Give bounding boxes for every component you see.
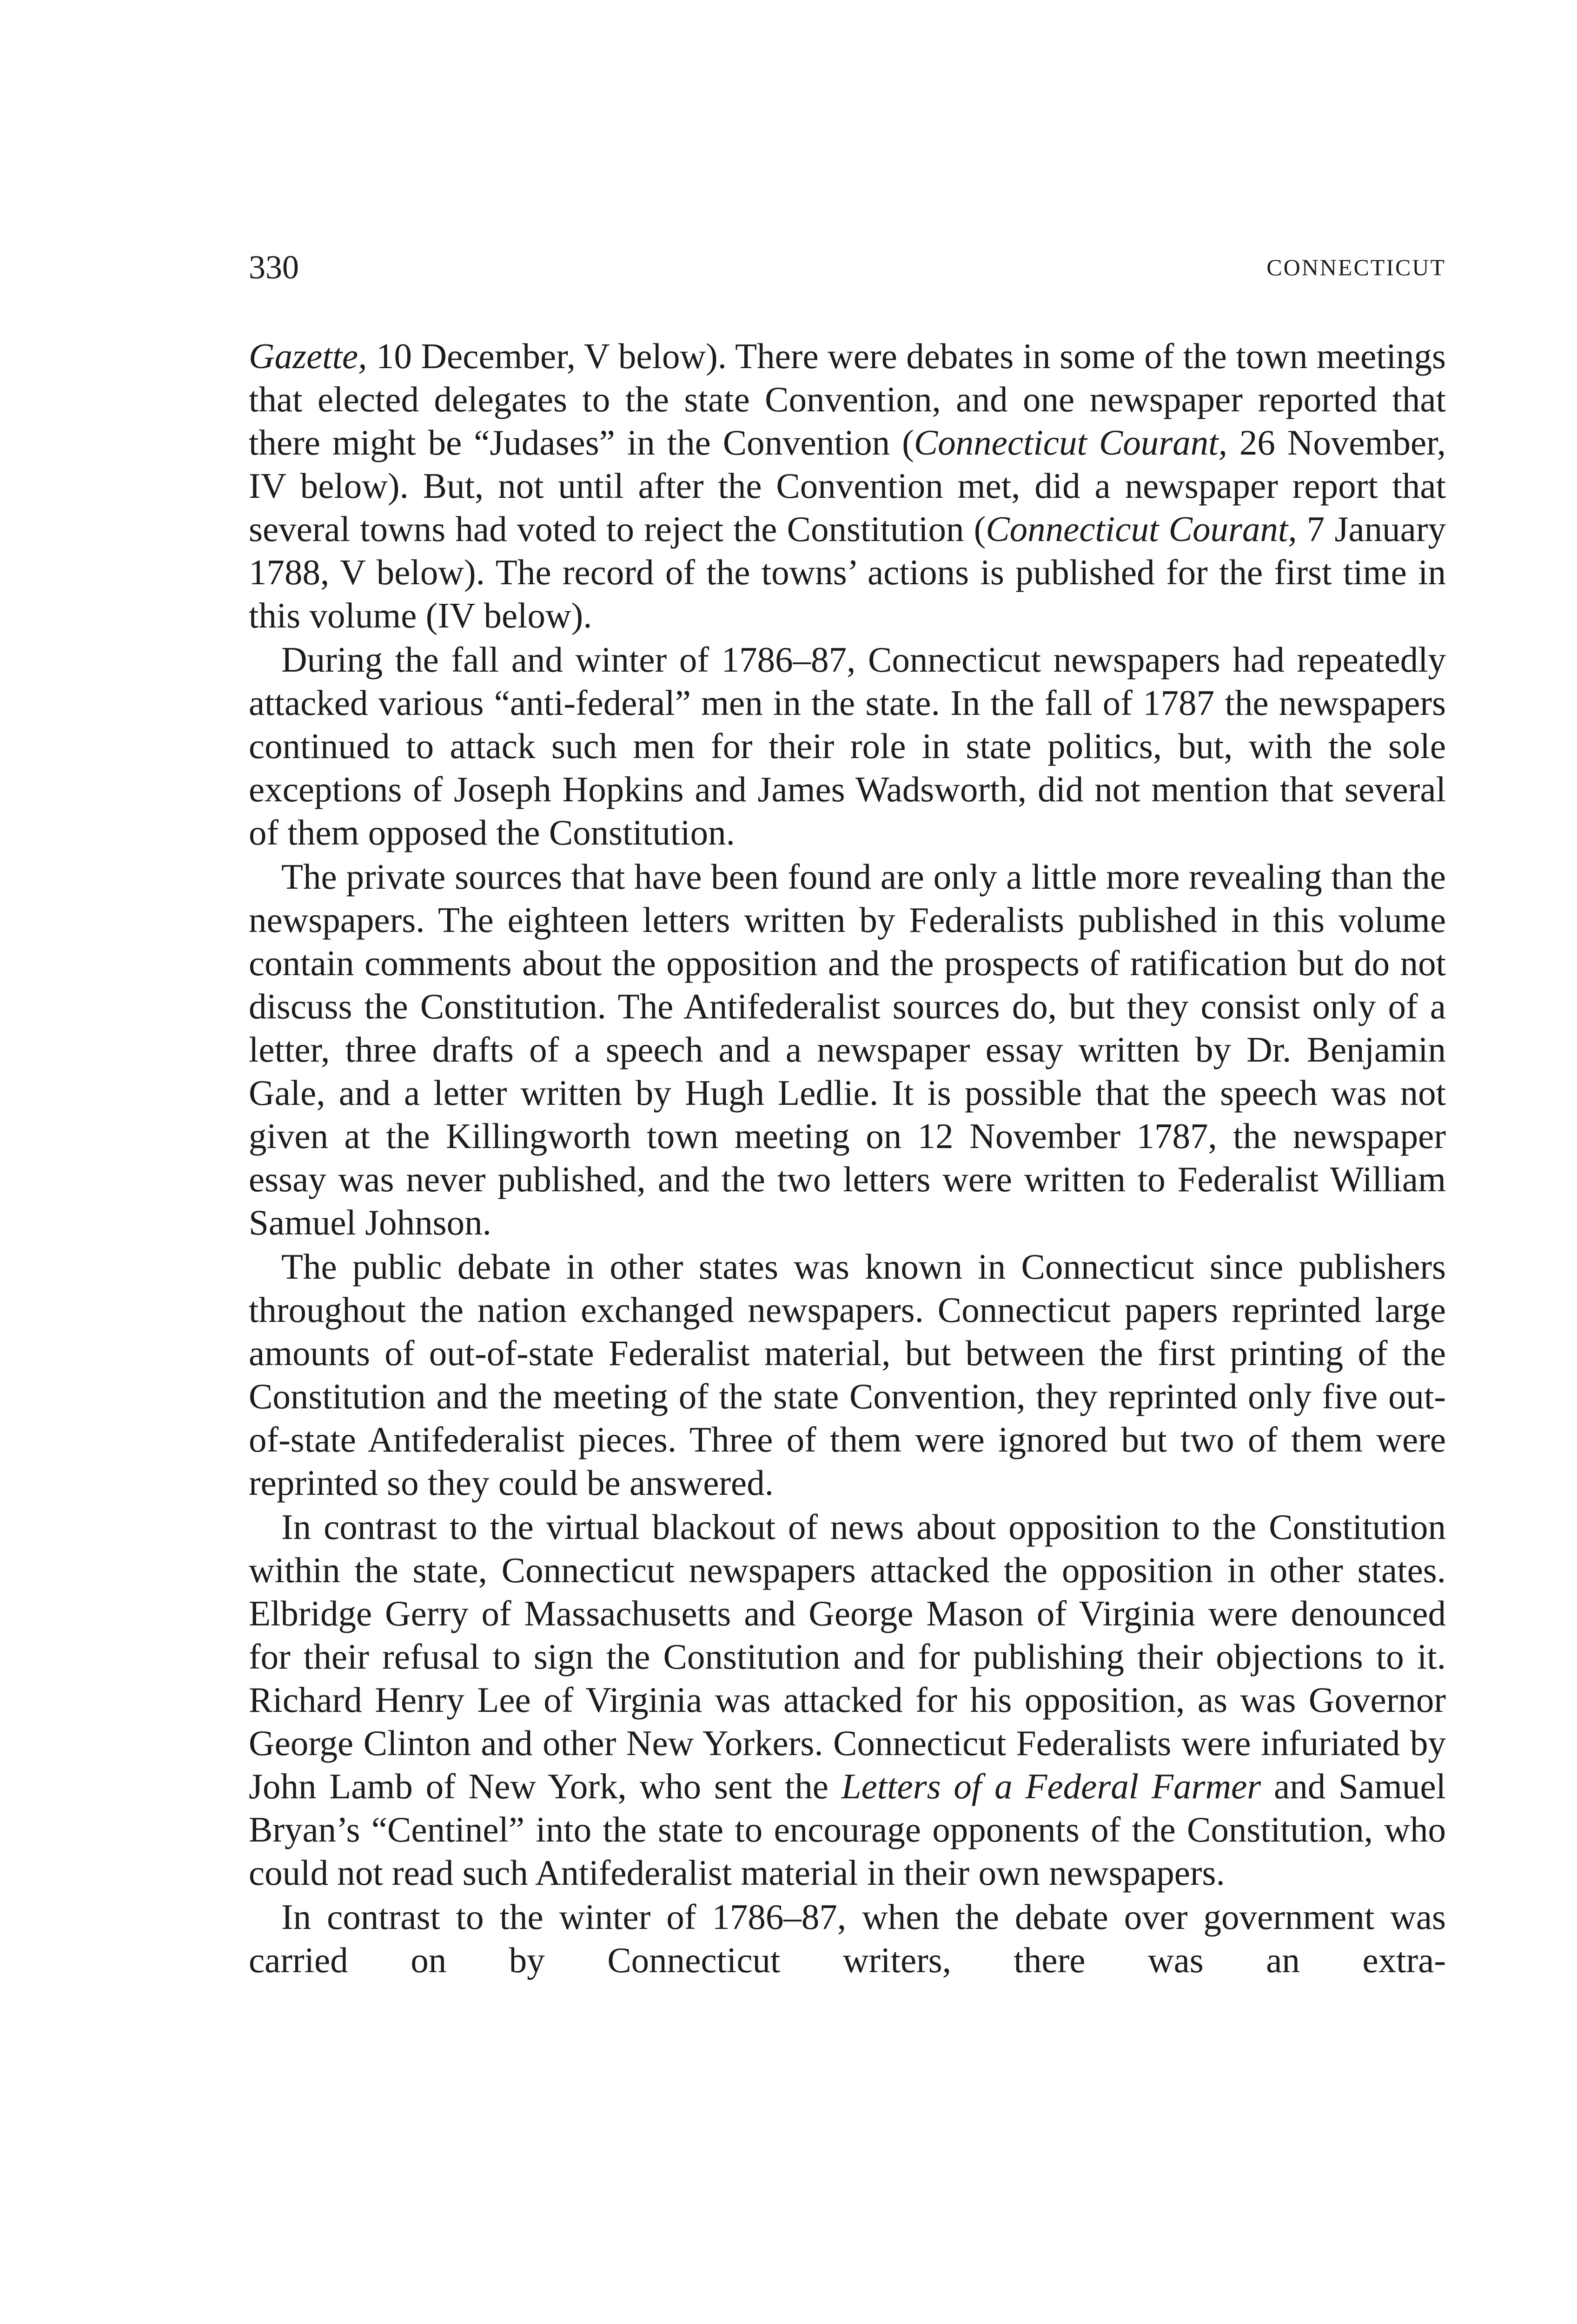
text-run: 26 November, IV below). But, not until after the Convention met, did a newspaper report that several towns had voted to reject the Constitution ( bbox=[249, 423, 1446, 549]
text-run: 10 December, V below). There were debates in some of the town meetings that elected delegates to the state Convention, and one newspaper reported that there might be “Judases” in the Convention ( bbox=[249, 336, 1446, 462]
italic-text-run: Connecticut Courant, bbox=[986, 509, 1297, 549]
running-head: CONNECTICUT bbox=[1266, 254, 1446, 280]
paragraph bbox=[249, 638, 1446, 854]
italic-text-run: Gazette, bbox=[249, 336, 367, 376]
italic-text-run: Letters of a Federal Farmer bbox=[841, 1766, 1261, 1806]
page-number: 330 bbox=[249, 249, 299, 286]
text-run: The public debate in other states was known in Connecticut since publishers throughout the nation exchanged newspapers. Connecticut papers reprinted large amounts of out-of-state Federalist material, but between the first printing of the Constitution and the meeting of the state Convention, they reprinted only five out-of-state Antifederalist pieces. Three of them were ignored but two of them were reprinted so they could be answered. bbox=[249, 1247, 1446, 1503]
paragraph bbox=[249, 1895, 1446, 1982]
text-run: In contrast to the virtual blackout of news about opposition to the Constitution within the state, Connecticut newspapers attacked the opposition in other states. Elbridge Gerry of Massachusetts and George Mason of Virginia were denounced for their refusal to sign the Constitution and for publishing their objections to it. Richard Henry Lee of Virginia was attacked for his opposition, as was Governor George Clinton and other New Yorkers. Connecticut Federalists were infuriated by John Lamb of New York, who sent the bbox=[249, 1507, 1446, 1806]
paragraph bbox=[249, 1245, 1446, 1505]
italic-text-run: Connecticut Courant, bbox=[914, 423, 1227, 462]
text-run: The private sources that have been found are only a little more revealing than the newspapers. The eighteen letters written by Federalists published in this volume contain comments about the opposition and the prospects of ratification but do not discuss the Constitution. The Antifederalist sources do, but they consist only of a letter, three drafts of a speech and a newspaper essay written by Dr. Benjamin Gale, and a letter written by Hugh Ledlie. It is possible that the speech was not given at the Killingworth town meeting on 12 November 1787, the newspaper essay was never published, and the two letters were written to Federalist William Samuel Johnson. bbox=[249, 857, 1446, 1242]
text-run: and Samuel Bryan’s “Centinel” into the state to encourage opponents of the Constitution, who could not read such Antifederalist material in their own newspapers. bbox=[249, 1766, 1446, 1893]
text-run: 7 January 1788, V below). The record of the towns’ actions is published for the first time in this volume (IV below). bbox=[249, 509, 1446, 635]
paragraph bbox=[249, 335, 1446, 637]
text-run: In contrast to the winter of 1786–87, when the debate over government was carried on by Connecticut writers, there was an extra- bbox=[249, 1897, 1446, 1980]
text-run: During the fall and winter of 1786–87, Connecticut newspapers had repeatedly attacked various “anti-federal” men in the state. In the fall of 1787 the newspapers continued to attack such men for their role in state politics, but, with the sole exceptions of Joseph Hopkins and James Wadsworth, did not mention that several of them opposed the Constitution. bbox=[249, 640, 1446, 852]
paragraph bbox=[249, 1505, 1446, 1895]
body-text bbox=[249, 335, 1446, 1982]
page-header bbox=[249, 242, 1446, 293]
paragraph bbox=[249, 855, 1446, 1244]
